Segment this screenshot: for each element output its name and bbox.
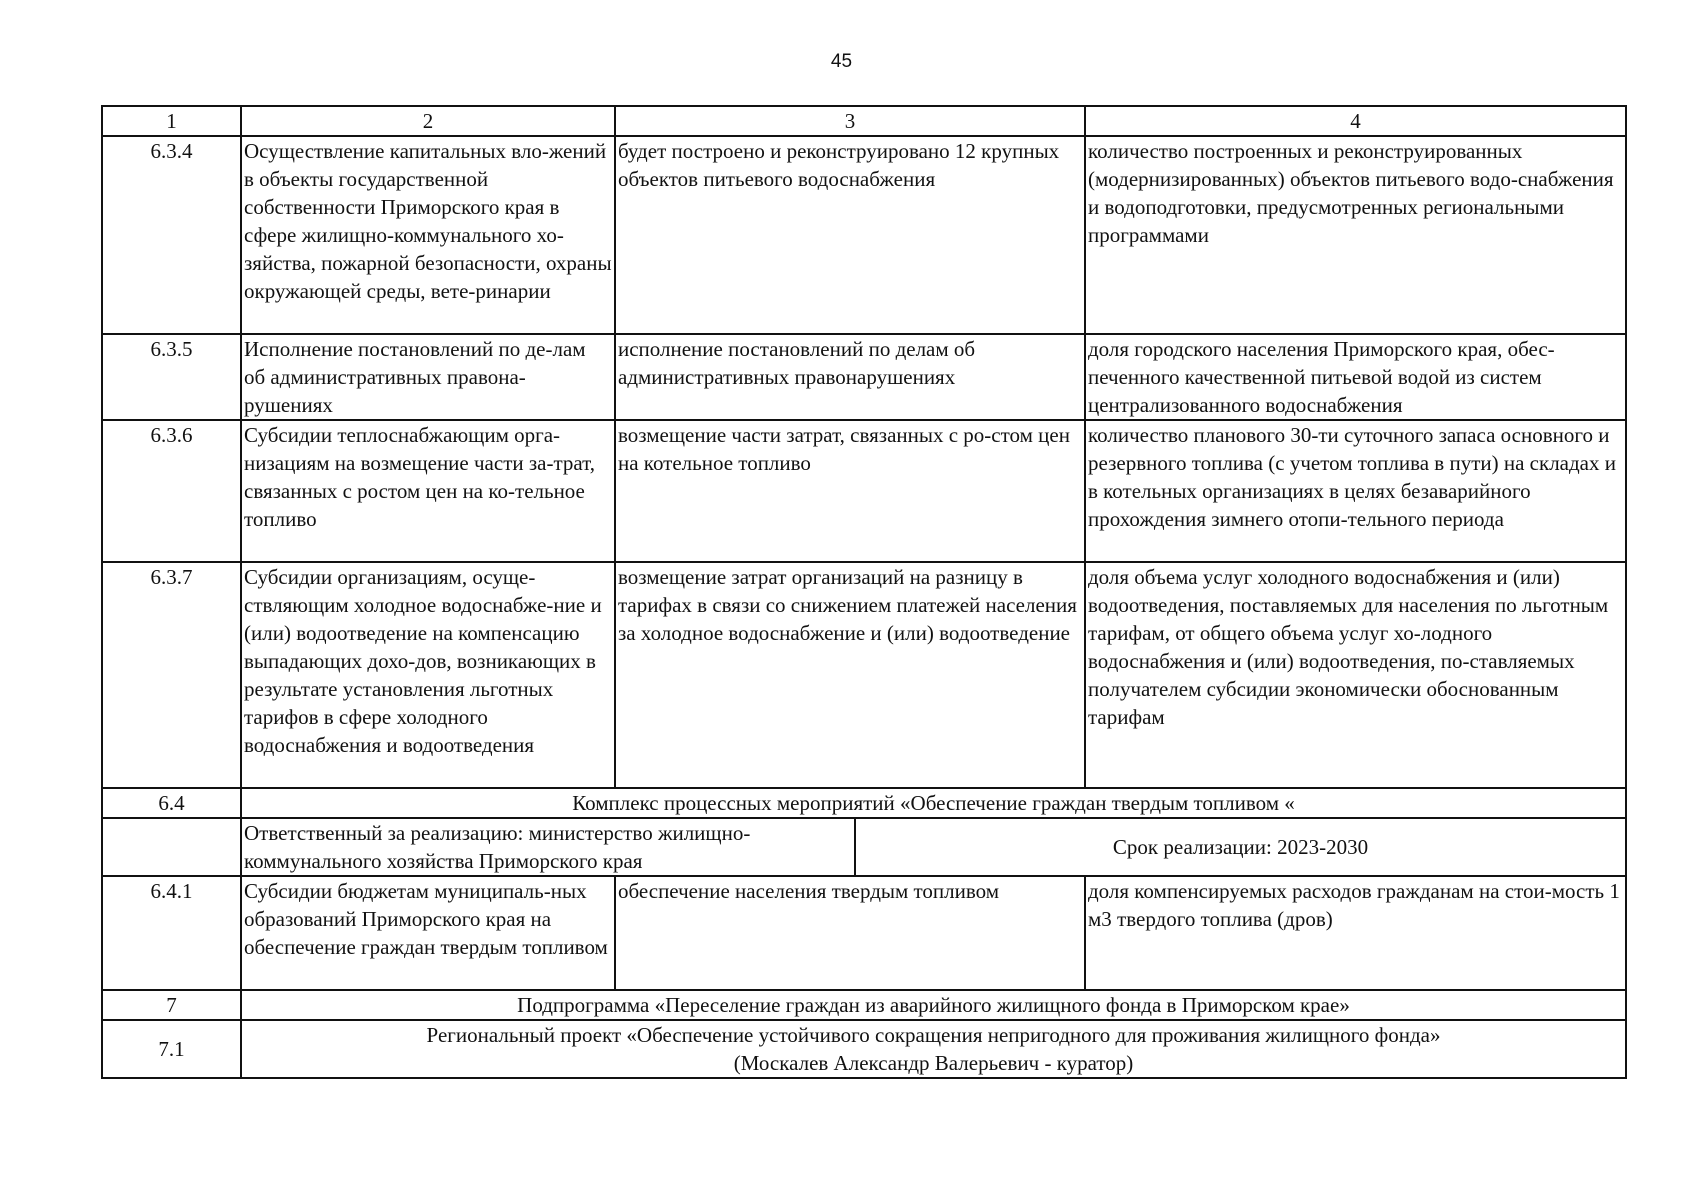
indicator-cell: количество планового 30-ти суточного запаса основного и резервного топлива (с учетом топлива в пути) на складах и в котельных организациях в целях безаварийного прохождения зимнего отопи-тельного периода xyxy=(1085,420,1626,562)
indicator-cell: доля компенсируемых расходов гражданам на стои-мость 1 м3 твердого топлива (дров) xyxy=(1085,876,1626,990)
responsible-inner xyxy=(242,819,1625,875)
column-header: 4 xyxy=(1085,106,1626,136)
section-title: Подпрограмма «Переселение граждан из аварийного жилищного фонда в Приморском крае» xyxy=(241,990,1626,1020)
section-title: Комплекс процессных мероприятий «Обеспечение граждан твердым топливом « xyxy=(241,788,1626,818)
result-cell: обеспечение населения твердым топливом xyxy=(615,876,1085,990)
result-cell: возмещение части затрат, связанных с ро-стом цен на котельное топливо xyxy=(615,420,1085,562)
table-row xyxy=(102,420,1626,562)
section-title-line: Региональный проект «Обеспечение устойчивого сокращения непригодного для проживания жилищного фонда» xyxy=(426,1023,1441,1047)
indicator-cell: доля объема услуг холодного водоснабжения и (или) водоотведения, поставляемых для населения по льготным тарифам, от общего объема услуг хо-лодного водоснабжения и (или) водоотведения, по-ставляемых получателем субсидии экономически обоснованным тарифам xyxy=(1085,562,1626,788)
responsible-row xyxy=(102,818,1626,876)
measure-cell: Субсидии бюджетам муниципаль-ных образований Приморского края на обеспечение граждан твердым топливом xyxy=(241,876,615,990)
table-row xyxy=(102,876,1626,990)
section-title xyxy=(241,1020,1626,1078)
section-number: 7 xyxy=(102,990,241,1020)
row-number: 6.3.5 xyxy=(102,334,241,420)
row-number: 6.3.4 xyxy=(102,136,241,334)
table-header-row xyxy=(102,106,1626,136)
measure-cell: Исполнение постановлений по де-лам об административных правона-рушениях xyxy=(241,334,615,420)
table-row xyxy=(102,136,1626,334)
result-cell: возмещение затрат организаций на разницу в тарифах в связи со снижением платежей населения за холодное водоснабжение и (или) водоотведение xyxy=(615,562,1085,788)
measures-table xyxy=(101,105,1627,1079)
measure-cell: Субсидии организациям, осуще-ствляющим холодное водоснабже-ние и (или) водоотведение на компенсацию выпадающих дохо-дов, возникающих в результате установления льготных тарифов в сфере холодного водоснабжения и водоотведения xyxy=(241,562,615,788)
measure-cell: Осуществление капитальных вло-жений в объекты государственной собственности Приморского края в сфере жилищно-коммунального хо-зяйства, пожарной безопасности, охраны окружающей среды, вете-ринарии xyxy=(241,136,615,334)
section-title-line: (Москалев Александр Валерьевич - куратор) xyxy=(733,1051,1134,1075)
section-number: 7.1 xyxy=(102,1020,241,1078)
result-cell: будет построено и реконструировано 12 крупных объектов питьевого водоснабжения xyxy=(615,136,1085,334)
column-header: 2 xyxy=(241,106,615,136)
row-number: 6.3.6 xyxy=(102,420,241,562)
column-header: 3 xyxy=(615,106,1085,136)
row-number: 6.3.7 xyxy=(102,562,241,788)
table-row xyxy=(102,334,1626,420)
implementation-term: Срок реализации: 2023-2030 xyxy=(1112,835,1369,859)
responsible-cell xyxy=(241,818,1626,876)
column-header: 1 xyxy=(102,106,241,136)
table-row xyxy=(102,562,1626,788)
page-number: 45 xyxy=(830,51,853,72)
section-row xyxy=(102,990,1626,1020)
responsible-text: Ответственный за реализацию: министерство жилищно-коммунального хозяйства Приморского края xyxy=(242,819,855,875)
indicator-cell: количество построенных и реконструированных (модернизированных) объектов питьевого водо-снабжения и водоподготовки, предусмотренных региональными программами xyxy=(1085,136,1626,334)
row-number: 6.4.1 xyxy=(102,876,241,990)
section-number: 6.4 xyxy=(102,788,241,818)
section-row xyxy=(102,1020,1626,1078)
result-cell: исполнение постановлений по делам об административных правонарушениях xyxy=(615,334,1085,420)
section-row xyxy=(102,788,1626,818)
empty-cell xyxy=(102,818,241,876)
indicator-cell: доля городского населения Приморского края, обес-печенного качественной питьевой водой из систем централизованного водоснабжения xyxy=(1085,334,1626,420)
measure-cell: Субсидии теплоснабжающим орга-низациям на возмещение части за-трат, связанных с ростом цен на ко-тельное топливо xyxy=(241,420,615,562)
